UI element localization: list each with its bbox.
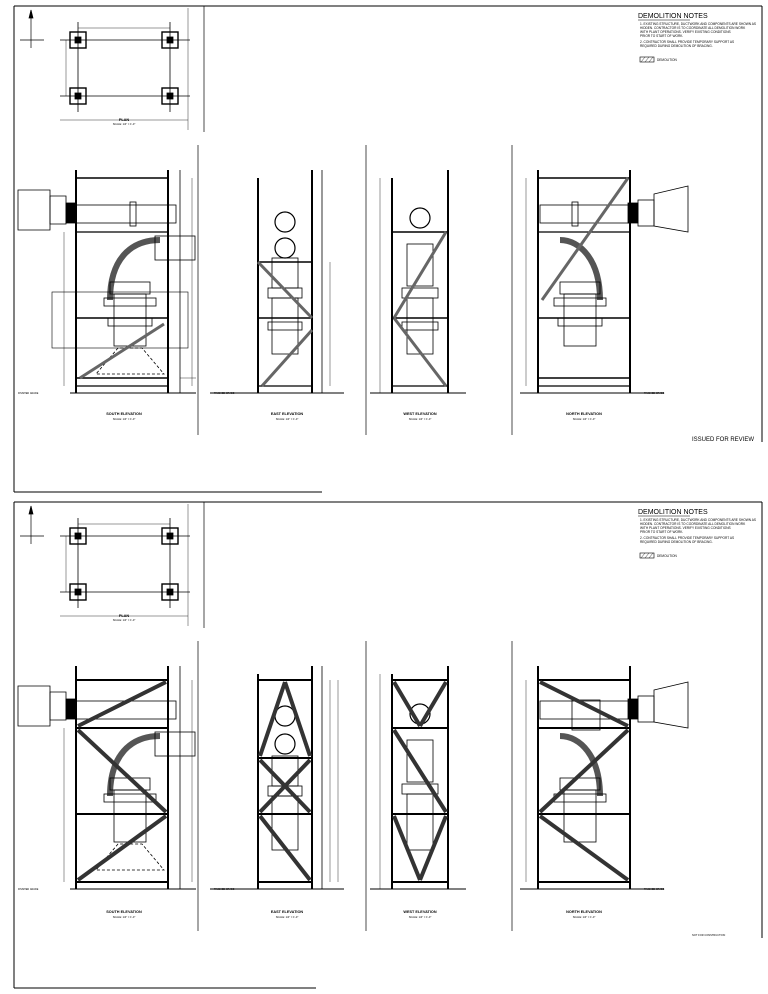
plan-view <box>60 8 190 130</box>
north-elevation-scale: SCALE: 1/4" = 1'-0" <box>572 418 596 421</box>
east-elevation-drawing <box>210 170 344 393</box>
west-elevation-title: WEST ELEVATION <box>403 412 437 416</box>
grade-label: FINISHED GRADE <box>214 392 235 395</box>
view-dividers <box>198 145 512 435</box>
east-elevation-title: EAST ELEVATION <box>270 412 304 416</box>
demolition-notes <box>640 518 756 544</box>
east-elevation-scale: SCALE: 1/4" = 1'-0" <box>275 916 299 919</box>
west-elevation-scale: SCALE: 1/4" = 1'-0" <box>408 916 432 919</box>
grade-label: FINISHED GRADE <box>18 392 39 395</box>
north-arrow-icon <box>20 10 44 48</box>
note-line: HIDDEN. CONTRACTOR IS TO COORDINATE ALL DEMOLITION WORK <box>640 522 746 526</box>
note-line: WITH PLANT OPERATIONS. VERIFY EXISTING CONDITIONS <box>640 30 731 34</box>
north-elevation-title: NORTH ELEVATION <box>566 910 602 914</box>
note-line: PRIOR TO START OF WORK. <box>640 34 684 38</box>
plan-title: PLAN <box>118 118 130 122</box>
south-elevation-drawing <box>18 170 196 393</box>
demolition-notes-header: DEMOLITION NOTES <box>638 509 708 516</box>
sheet-bottom <box>14 502 762 988</box>
issue-stamp: ISSUED FOR REVIEW <box>692 437 755 443</box>
note-line: PRIOR TO START OF WORK. <box>640 530 684 534</box>
view-dividers <box>198 641 512 931</box>
west-elevation-title: WEST ELEVATION <box>403 910 437 914</box>
west-elevation-drawing <box>370 666 466 889</box>
note-line: 1. EXISTING STRUCTURE, DUCTWORK AND COMPONENTS ARE SHOWN AS <box>640 518 756 522</box>
grade-label: FINISHED GRADE <box>644 888 665 891</box>
plan-scale: SCALE: 1/4" = 1'-0" <box>112 123 136 126</box>
south-elevation-scale: SCALE: 1/4" = 1'-0" <box>112 916 136 919</box>
east-elevation-drawing <box>210 666 344 889</box>
south-elevation-title: SOUTH ELEVATION <box>106 910 142 914</box>
north-elevation-drawing <box>520 170 688 393</box>
note-line: 2. CONTRACTOR SHALL PROVIDE TEMPORARY SUPPORT AS <box>640 536 735 540</box>
grade-label: FINISHED GRADE <box>18 888 39 891</box>
note-line: HIDDEN. CONTRACTOR IS TO COORDINATE ALL DEMOLITION WORK <box>640 26 746 30</box>
south-elevation-title: SOUTH ELEVATION <box>106 412 142 416</box>
south-elevation-scale: SCALE: 1/4" = 1'-0" <box>112 418 136 421</box>
plan-title: PLAN <box>118 614 130 618</box>
grade-label: FINISHED GRADE <box>644 392 665 395</box>
note-line: REQUIRED DURING DEMOLITION OF BRACING. <box>640 44 713 48</box>
north-elevation-drawing <box>520 666 688 889</box>
note-line: WITH PLANT OPERATIONS. VERIFY EXISTING CONDITIONS <box>640 526 731 530</box>
demolition-notes-header: DEMOLITION NOTES <box>638 13 708 20</box>
north-elevation-scale: SCALE: 1/4" = 1'-0" <box>572 916 596 919</box>
east-elevation-scale: SCALE: 1/4" = 1'-0" <box>275 418 299 421</box>
north-elevation-title: NORTH ELEVATION <box>566 412 602 416</box>
legend-label: DEMOLITION <box>657 58 677 62</box>
demolition-notes <box>640 22 756 48</box>
issue-stamp: NOT FOR CONSTRUCTION <box>692 934 726 937</box>
plan-view <box>60 504 190 626</box>
west-elevation-drawing <box>370 170 466 393</box>
plan-scale: SCALE: 1/4" = 1'-0" <box>112 619 136 622</box>
east-elevation-title: EAST ELEVATION <box>270 910 304 914</box>
note-line: 2. CONTRACTOR SHALL PROVIDE TEMPORARY SUPPORT AS <box>640 40 735 44</box>
west-elevation-scale: SCALE: 1/4" = 1'-0" <box>408 418 432 421</box>
south-elevation-drawing <box>18 666 196 889</box>
note-line: 1. EXISTING STRUCTURE, DUCTWORK AND COMPONENTS ARE SHOWN AS <box>640 22 756 26</box>
north-arrow-icon <box>20 506 44 544</box>
sheet-top <box>14 6 762 492</box>
legend-label: DEMOLITION <box>657 554 677 558</box>
note-line: REQUIRED DURING DEMOLITION OF BRACING. <box>640 540 713 544</box>
grade-label: FINISHED GRADE <box>214 888 235 891</box>
